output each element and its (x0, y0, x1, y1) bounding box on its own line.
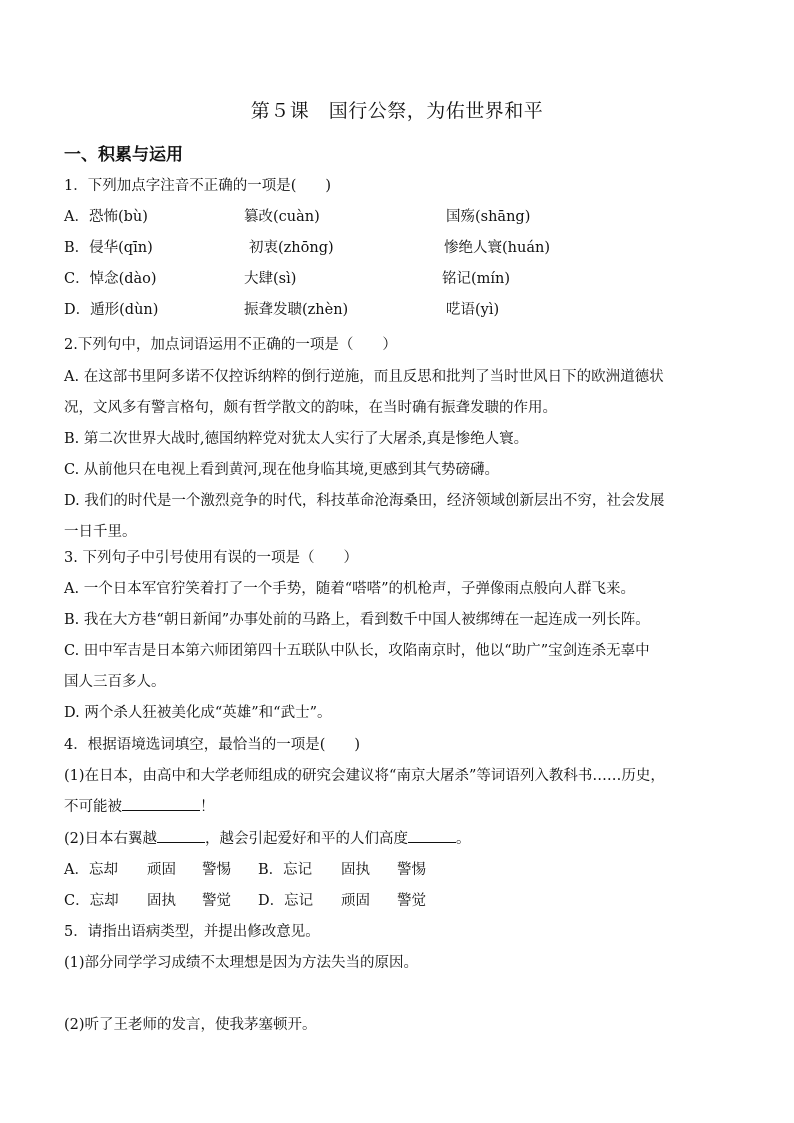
q1-option-word: 初衷(zhōng) (249, 240, 334, 256)
q3-line: 国人三百多人。 (64, 674, 166, 690)
q4-option-word: 警觉 (397, 893, 426, 909)
q4-text: (2)日本右翼越 (64, 831, 158, 847)
q3-line: B. 我在大方巷“朝日新闻”办事处前的马路上，看到数千中国人被绑缚在一起连成一列长阵。 (64, 612, 650, 628)
fill-blank[interactable] (157, 828, 205, 843)
q3-line: A. 一个日本军官狞笑着打了一个手势，随着“嗒嗒”的机枪声，子弹像雨点般向人群飞来。 (64, 581, 636, 597)
q2-line: C. 从前他只在电视上看到黄河,现在他身临其境,更感到其气势磅礴。 (64, 462, 500, 478)
q4-text: ，越会引起爱好和平的人们高度 (205, 831, 409, 847)
q3-line: D. 两个杀人狂被美化成“英雄”和“武士”。 (64, 705, 332, 721)
q2-line: 况，文风多有警言格句，颇有哲学散文的韵味，在当时确有振聋发聩的作用。 (64, 400, 557, 416)
section-heading: 一、积累与运用 (64, 145, 183, 165)
q4-option: A．忘却 (64, 862, 118, 878)
q1-option-word: 国殇(shāng) (446, 209, 531, 225)
q4-option-word: 固执 (147, 893, 176, 909)
q4-option: C．忘却 (64, 893, 119, 909)
q2-line: A. 在这部书里阿多诺不仅控诉纳粹的倒行逆施，而且反思和批判了当时世风日下的欧洲道德状 (64, 369, 664, 385)
q1-option: D．遁形(dùn) (64, 302, 159, 318)
q1-option-word: 铭记(mín) (442, 271, 511, 287)
q5-sentence-2: (2)听了王老师的发言，使我茅塞顿开。 (64, 1017, 317, 1033)
q5-stem: 5．请指出语病类型，并提出修改意见。 (64, 924, 320, 940)
fill-blank[interactable] (122, 796, 200, 811)
q4-option-word: 警觉 (202, 893, 231, 909)
q1-option: A．恐怖(bù) (64, 209, 148, 225)
q3-line: C. 田中军吉是日本第六师团第四十五联队中队长，攻陷南京时，他以“助广”宝剑连杀无辜中 (64, 643, 650, 659)
q5-sentence-1: (1)部分同学学习成绩不太理想是因为方法失当的原因。 (64, 955, 419, 971)
q1-option: B．侵华(qīn) (64, 240, 153, 256)
q4-option: D．忘记 (258, 893, 314, 909)
q4-option: B．忘记 (258, 862, 313, 878)
q4-stem: 4．根据语境选词填空，最恰当的一项是( ) (64, 737, 361, 753)
q2-line: 一日千里。 (64, 524, 137, 540)
q1-option-word: 呓语(yì) (446, 302, 500, 318)
q4-option-word: 警惕 (202, 862, 231, 878)
q1-option-word: 篡改(cuàn) (244, 209, 320, 225)
q4-option-word: 警惕 (397, 862, 426, 878)
q4-option-word: 顽固 (341, 893, 370, 909)
q4-sentence-1-cont (64, 795, 215, 816)
q4-option-word: 固执 (341, 862, 370, 878)
q4-option-word: 顽固 (147, 862, 176, 878)
q4-sentence-2 (64, 827, 471, 848)
q2-stem: 2.下列句中，加点词语运用不正确的一项是（ ） (64, 337, 397, 353)
q1-option: C．悼念(dào) (64, 271, 157, 287)
q1-option-word: 大肆(sì) (244, 271, 297, 287)
q4-text: 不可能被 (64, 799, 122, 815)
q2-line: D. 我们的时代是一个激烈竞争的时代，科技革命沧海桑田，经济领域创新层出不穷，社会发展 (64, 493, 665, 509)
q4-text: 。 (456, 831, 471, 847)
q1-option-word: 振聋发聩(zhèn) (244, 302, 349, 318)
q3-stem: 3. 下列句子中引号使用有误的一项是（ ） (64, 550, 358, 566)
q1-stem: 1．下列加点字注音不正确的一项是( ) (64, 178, 332, 194)
q4-text: ！ (200, 799, 215, 815)
fill-blank[interactable] (408, 828, 456, 843)
q2-line: B. 第二次世界大战时,德国纳粹党对犹太人实行了大屠杀,真是惨绝人寰。 (64, 431, 529, 447)
q1-option-word: 惨绝人寰(huán) (444, 240, 550, 256)
q4-sentence-1: (1)在日本，由高中和大学老师组成的研究会建议将“南京大屠杀”等词语列入教科书……历史， (64, 768, 665, 784)
lesson-title: 第５课 国行公祭，为佑世界和平 (250, 100, 544, 122)
